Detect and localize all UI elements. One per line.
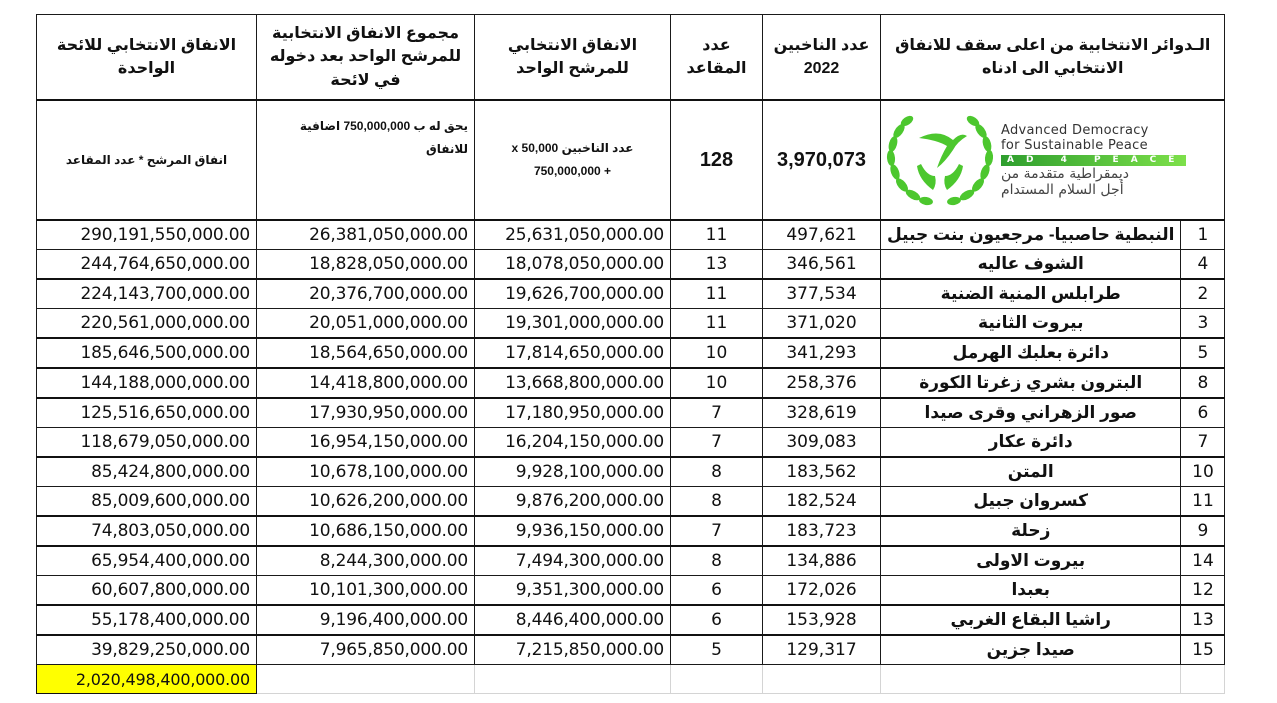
candidate-spending-cell[interactable]: 7,494,300,000.00 (475, 546, 671, 576)
seats-cell[interactable]: 5 (671, 635, 763, 665)
candidate-total-cell[interactable]: 26,381,050,000.00 (257, 220, 475, 250)
voters-cell[interactable]: 328,619 (763, 398, 881, 428)
voters-cell[interactable]: 377,534 (763, 279, 881, 309)
header-candidate-spending[interactable]: الانفاق الانتخابي للمرشح الواحد (475, 15, 671, 101)
rank-cell[interactable]: 10 (1181, 457, 1225, 487)
logo-cell[interactable] (881, 100, 1225, 220)
district-name-cell[interactable]: البترون بشري زغرتا الكورة (881, 368, 1181, 398)
seats-cell[interactable]: 10 (671, 338, 763, 368)
district-name-cell[interactable]: النبطية حاصبيا- مرجعيون بنت جبيل (881, 220, 1181, 250)
list-spending-cell[interactable]: 60,607,800,000.00 (37, 576, 257, 606)
table-row (37, 398, 1225, 428)
candidate-total-cell[interactable]: 14,418,800,000.00 (257, 368, 475, 398)
district-name-cell[interactable]: دائرة بعلبك الهرمل (881, 338, 1181, 368)
list-spending-cell[interactable]: 65,954,400,000.00 (37, 546, 257, 576)
list-spending-cell[interactable]: 185,646,500,000.00 (37, 338, 257, 368)
seats-cell[interactable]: 7 (671, 398, 763, 428)
candidate-spending-cell[interactable]: 19,301,000,000.00 (475, 309, 671, 339)
seats-cell[interactable]: 10 (671, 368, 763, 398)
candidate-total-cell[interactable]: 20,376,700,000.00 (257, 279, 475, 309)
empty-cell[interactable] (763, 665, 881, 694)
empty-cell[interactable] (475, 665, 671, 694)
voters-cell[interactable]: 129,317 (763, 635, 881, 665)
rank-cell[interactable]: 13 (1181, 605, 1225, 635)
candidate-spending-cell[interactable]: 9,876,200,000.00 (475, 487, 671, 517)
candidate-spending-cell[interactable]: 9,936,150,000.00 (475, 516, 671, 546)
candidate-total-cell[interactable]: 10,626,200,000.00 (257, 487, 475, 517)
spending-table (36, 14, 1225, 694)
candidate-spending-cell[interactable]: 8,446,400,000.00 (475, 605, 671, 635)
district-name-cell[interactable]: زحلة (881, 516, 1181, 546)
table-row (37, 546, 1225, 576)
list-spending-cell[interactable]: 220,561,000,000.00 (37, 309, 257, 339)
seats-cell[interactable]: 6 (671, 576, 763, 606)
voters-cell[interactable]: 371,020 (763, 309, 881, 339)
rank-cell[interactable]: 12 (1181, 576, 1225, 606)
seats-cell[interactable]: 7 (671, 428, 763, 458)
candidate-total-cell[interactable]: 20,051,000,000.00 (257, 309, 475, 339)
rank-cell[interactable]: 7 (1181, 428, 1225, 458)
candidate-total-cell[interactable]: 16,954,150,000.00 (257, 428, 475, 458)
logo-line1: Advanced Democracy (1001, 122, 1149, 138)
seats-cell[interactable]: 7 (671, 516, 763, 546)
table-row (37, 576, 1225, 606)
list-total[interactable]: 2,020,498,400,000.00 (37, 665, 257, 694)
candidate-formula-line2: + 750,000,000 (533, 164, 612, 178)
candidate-total-cell[interactable]: 8,244,300,000.00 (257, 546, 475, 576)
candidate-spending-cell[interactable]: 17,814,650,000.00 (475, 338, 671, 368)
candidate-total-cell[interactable]: 17,930,950,000.00 (257, 398, 475, 428)
table-row (37, 309, 1225, 339)
candidate-total-cell[interactable]: 10,678,100,000.00 (257, 457, 475, 487)
list-spending-cell[interactable]: 39,829,250,000.00 (37, 635, 257, 665)
header-row (37, 15, 1225, 101)
table-row (37, 516, 1225, 546)
candidate-total-cell[interactable]: 18,564,650,000.00 (257, 338, 475, 368)
candidate-total-cell[interactable]: 10,686,150,000.00 (257, 516, 475, 546)
seats-cell[interactable]: 13 (671, 250, 763, 280)
voters-cell[interactable]: 183,562 (763, 457, 881, 487)
logo-line2: for Sustainable Peace (1001, 137, 1148, 153)
district-name-cell[interactable]: راشيا البقاع الغربي (881, 605, 1181, 635)
candidate-formula[interactable] (475, 100, 671, 220)
candidate-spending-cell[interactable]: 13,668,800,000.00 (475, 368, 671, 398)
seats-cell[interactable]: 11 (671, 279, 763, 309)
voters-cell[interactable]: 134,886 (763, 546, 881, 576)
district-name-cell[interactable]: صيدا جزين (881, 635, 1181, 665)
rank-cell[interactable]: 3 (1181, 309, 1225, 339)
rank-cell[interactable]: 15 (1181, 635, 1225, 665)
candidate-total-cell[interactable]: 7,965,850,000.00 (257, 635, 475, 665)
voters-cell[interactable]: 172,026 (763, 576, 881, 606)
voters-cell[interactable]: 183,723 (763, 516, 881, 546)
rank-cell[interactable]: 9 (1181, 516, 1225, 546)
laurel-dove-icon (881, 110, 999, 210)
candidate-spending-cell[interactable]: 17,180,950,000.00 (475, 398, 671, 428)
rank-cell[interactable]: 14 (1181, 546, 1225, 576)
ad4peace-logo (881, 110, 1224, 210)
list-spending-cell[interactable]: 290,191,550,000.00 (37, 220, 257, 250)
list-spending-cell[interactable]: 224,143,700,000.00 (37, 279, 257, 309)
candidate-spending-cell[interactable]: 9,351,300,000.00 (475, 576, 671, 606)
list-spending-cell[interactable]: 85,424,800,000.00 (37, 457, 257, 487)
candidate-spending-cell[interactable]: 9,928,100,000.00 (475, 457, 671, 487)
table-row (37, 250, 1225, 280)
candidate-spending-cell[interactable]: 19,626,700,000.00 (475, 279, 671, 309)
seats-total[interactable]: 128 (671, 100, 763, 220)
list-spending-cell[interactable]: 55,178,400,000.00 (37, 605, 257, 635)
header-districts[interactable]: الـدوائر الانتخابية من اعلى سقف للانفاق الانتخابي الى ادناه (881, 15, 1225, 101)
table-row (37, 428, 1225, 458)
rank-cell[interactable]: 6 (1181, 398, 1225, 428)
voters-cell[interactable]: 497,621 (763, 220, 881, 250)
rank-cell[interactable]: 11 (1181, 487, 1225, 517)
seats-cell[interactable]: 8 (671, 457, 763, 487)
seats-cell[interactable]: 11 (671, 220, 763, 250)
district-name-cell[interactable]: صور الزهراني وقرى صيدا (881, 398, 1181, 428)
district-name-cell[interactable]: دائرة عكار (881, 428, 1181, 458)
rank-cell[interactable]: 8 (1181, 368, 1225, 398)
candidate-formula-line1: عدد الناخبين x 50,000 (511, 141, 634, 156)
voters-cell[interactable]: 309,083 (763, 428, 881, 458)
district-name-cell[interactable]: المتن (881, 457, 1181, 487)
table-row (37, 605, 1225, 635)
candidate-total-cell[interactable]: 18,828,050,000.00 (257, 250, 475, 280)
voters-cell[interactable]: 258,376 (763, 368, 881, 398)
rank-cell[interactable]: 5 (1181, 338, 1225, 368)
voters-cell[interactable]: 153,928 (763, 605, 881, 635)
seats-cell[interactable]: 8 (671, 487, 763, 517)
table-row (37, 635, 1225, 665)
logo-arabic2: أجل السلام المستدام (1001, 181, 1124, 198)
empty-cell[interactable] (671, 665, 763, 694)
logo-band: AD 4 PEACE (1001, 155, 1186, 166)
table-row (37, 487, 1225, 517)
table-row (37, 368, 1225, 398)
candidate-total-formula[interactable]: يحق له ب 750,000,000 اضافية للانفاق (257, 100, 475, 220)
header-seats[interactable]: عدد المقاعد (671, 15, 763, 101)
table-row (37, 220, 1225, 250)
district-name-cell[interactable]: بيروت الاولى (881, 546, 1181, 576)
voters-total[interactable]: 3,970,073 (763, 100, 881, 220)
table-row (37, 279, 1225, 309)
header-voters[interactable]: عدد الناخبين 2022 (763, 15, 881, 101)
list-spending-cell[interactable]: 244,764,650,000.00 (37, 250, 257, 280)
empty-cell[interactable] (881, 665, 1181, 694)
list-spending-cell[interactable]: 144,188,000,000.00 (37, 368, 257, 398)
summary-row (37, 100, 1225, 220)
seats-cell[interactable]: 11 (671, 309, 763, 339)
seats-cell[interactable]: 6 (671, 605, 763, 635)
district-name-cell[interactable]: الشوف عاليه (881, 250, 1181, 280)
voters-cell[interactable]: 182,524 (763, 487, 881, 517)
district-name-cell[interactable]: بعبدا (881, 576, 1181, 606)
candidate-total-cell[interactable]: 10,101,300,000.00 (257, 576, 475, 606)
rank-cell[interactable]: 1 (1181, 220, 1225, 250)
rank-cell[interactable]: 4 (1181, 250, 1225, 280)
candidate-spending-cell[interactable]: 16,204,150,000.00 (475, 428, 671, 458)
voters-cell[interactable]: 341,293 (763, 338, 881, 368)
empty-cell[interactable] (257, 665, 475, 694)
list-spending-cell[interactable]: 125,516,650,000.00 (37, 398, 257, 428)
candidate-spending-cell[interactable]: 25,631,050,000.00 (475, 220, 671, 250)
district-name-cell[interactable]: طرابلس المنية الضنية (881, 279, 1181, 309)
header-candidate-total[interactable]: مجموع الانفاق الانتخابية للمرشح الواحد بعد دخوله في لائحة (257, 15, 475, 101)
list-spending-cell[interactable]: 85,009,600,000.00 (37, 487, 257, 517)
district-name-cell[interactable]: كسروان جبيل (881, 487, 1181, 517)
table-row (37, 338, 1225, 368)
list-spending-cell[interactable]: 118,679,050,000.00 (37, 428, 257, 458)
candidate-spending-cell[interactable]: 18,078,050,000.00 (475, 250, 671, 280)
list-spending-cell[interactable]: 74,803,050,000.00 (37, 516, 257, 546)
rank-cell[interactable]: 2 (1181, 279, 1225, 309)
voters-cell[interactable]: 346,561 (763, 250, 881, 280)
candidate-spending-cell[interactable]: 7,215,850,000.00 (475, 635, 671, 665)
logo-arabic1: ديمقراطية متقدمة من (1001, 165, 1130, 182)
empty-cell[interactable] (1181, 665, 1225, 694)
table-row (37, 457, 1225, 487)
candidate-total-cell[interactable]: 9,196,400,000.00 (257, 605, 475, 635)
district-name-cell[interactable]: بيروت الثانية (881, 309, 1181, 339)
total-row (37, 665, 1225, 694)
seats-cell[interactable]: 8 (671, 546, 763, 576)
header-list-spending[interactable]: الانفاق الانتخابي للائحة الواحدة (37, 15, 257, 101)
list-formula[interactable]: انفاق المرشح * عدد المقاعد (37, 100, 257, 220)
